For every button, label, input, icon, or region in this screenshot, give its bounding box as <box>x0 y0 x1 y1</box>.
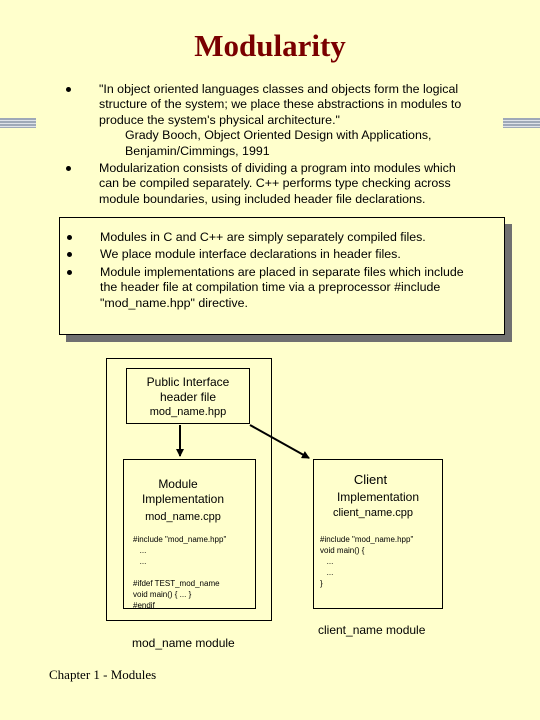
code-line: ... <box>320 568 334 577</box>
bullet-line: "In object oriented languages classes and objects form the logical <box>99 82 459 96</box>
code-line: #include "mod_name.hpp" <box>133 535 227 544</box>
code-line: ... <box>133 546 147 555</box>
bullet-line: can be compiled separately. C++ performs type checking across <box>99 176 451 191</box>
client-title-line1: Client <box>353 472 388 487</box>
bullet-line: We place module interface declarations in header files. <box>100 247 401 262</box>
bullet-line: Grady Booch, Object Oriented Design with Applications, <box>125 128 432 143</box>
footer-chapter-label: Chapter 1 - Modules <box>49 667 157 682</box>
interface-title-line1: Public Interface <box>146 375 230 389</box>
bullet-line: Modularization consists of dividing a program into modules which <box>99 161 456 176</box>
interface-filename: mod_name.hpp <box>149 406 227 418</box>
bullet-line: Benjamin/Cimmings, 1991 <box>125 143 270 158</box>
code-line: void main() { ... } <box>133 590 192 599</box>
code-line: ... <box>320 557 334 566</box>
code-line: #endif <box>133 601 155 610</box>
interface-title-line2: header file <box>159 390 217 404</box>
code-line: void main() { <box>320 546 365 555</box>
bullet-line: produce the system's physical architecture." <box>99 112 340 127</box>
bullet-line: the header file at compilation time via a preprocessor #include <box>100 280 441 295</box>
bullet-line: Module implementations are placed in separate files which include <box>100 264 464 279</box>
slide-title: Modularity <box>194 28 346 63</box>
client-filename: client_name.cpp <box>332 507 414 519</box>
code-line: #ifdef TEST_mod_name <box>133 579 220 588</box>
bullet-line: module boundaries, using included header file declarations. <box>99 191 426 206</box>
module-impl-filename: mod_name.cpp <box>145 511 221 523</box>
bullet-line: structure of the system; we place these abstractions in modules to <box>99 97 462 112</box>
include-arrow-client <box>250 425 309 458</box>
code-line: #include "mod_name.hpp" <box>320 535 414 544</box>
code-line: ... <box>133 557 147 566</box>
module-impl-title-line1: Module <box>158 477 198 491</box>
module-impl-title-line2: Implementation <box>141 492 225 506</box>
mod-name-module-caption: mod_name module <box>132 636 235 650</box>
client-name-module-caption: client_name module <box>318 623 426 637</box>
bullet-line: Modules in C and C++ are simply separately compiled files. <box>100 230 426 244</box>
bullet-line: "mod_name.hpp" directive. <box>100 295 248 310</box>
code-line: } <box>320 579 323 588</box>
client-title-line2: Implementation <box>336 490 420 504</box>
